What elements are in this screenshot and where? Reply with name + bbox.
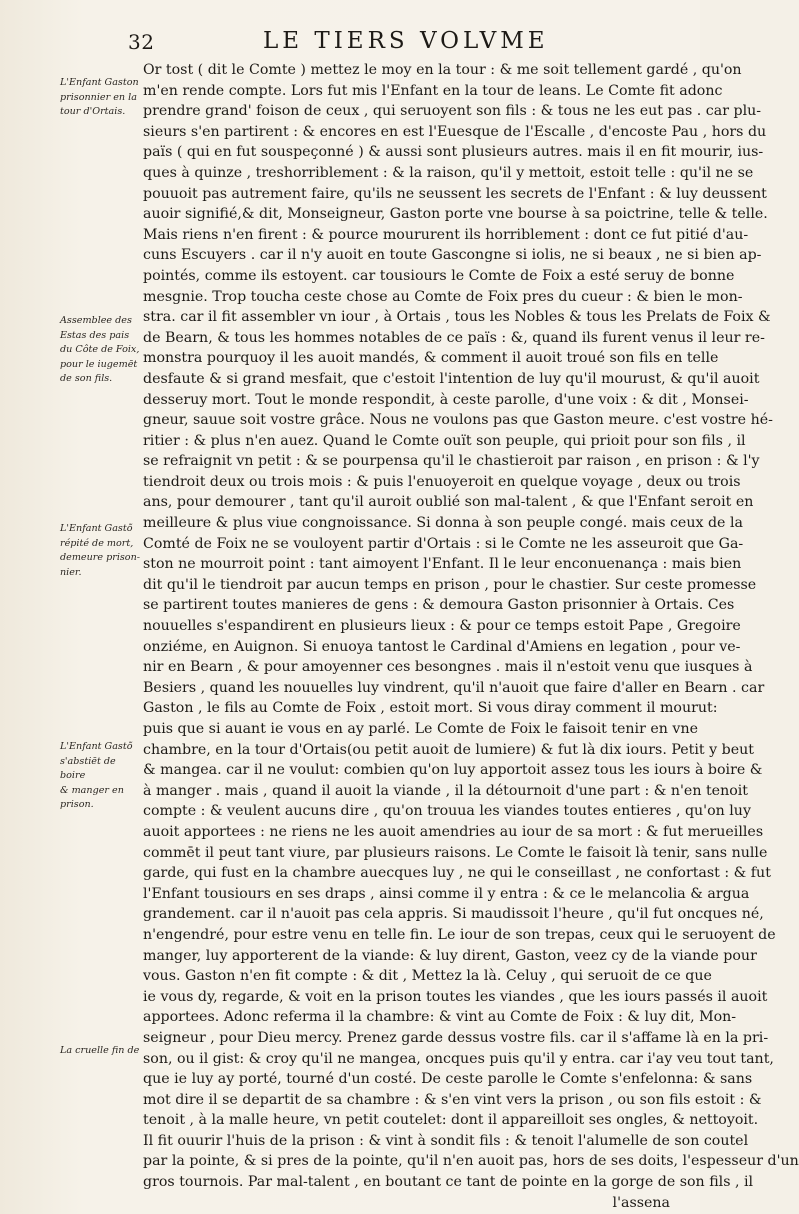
text-line: auoit apportees : ne riens ne les auoit amendries au iour de sa mort : & fut merueilles (143, 823, 764, 840)
text-line: stra. car il fit assembler vn iour , à Ortais , tous les Nobles & tous les Prelats de Foix & (143, 309, 771, 326)
text-line: Il fit ouurir l'huis de la prison : & vint à sondit fils : & tenoit l'alumelle de son coutel (143, 1132, 749, 1149)
text-line: apportees. Adonc referma il la chambre: & vint au Comte de Foix : & luy dit, Mon- (143, 1009, 737, 1026)
margin-note-line: s'abstiēt de boire (60, 755, 116, 781)
text-line: puis que si auant ie vous en ay parlé. Le Comte de Foix le faisoit tenir en vne (143, 721, 698, 737)
text-line: prendre grand' foison de ceux , qui seruoyent son fils : & tous ne les eut pas . car plu- (143, 103, 762, 120)
text-line: mot dire il se departit de sa chambre : & s'en vint vers la prison , ou son fils estoit : & (143, 1091, 762, 1108)
text-line: ans, pour demourer , tant qu'il auroit oublié son mal-talent , & que l'Enfant seroit en (143, 494, 754, 511)
text-line: chambre, en la tour d'Ortais(ou petit auoit de lumiere) & fut là dix iours. Petit y beut (143, 741, 754, 758)
text-line: & mangea. car il ne voulut: combien qu'on luy apportoit assez tous les iours à boire & (143, 762, 763, 779)
margin-note (60, 740, 142, 813)
page-number: 32 (128, 30, 155, 54)
margin-note-line: L'Enfant Gaston (60, 77, 139, 88)
margin-note-line: pour le iugemēt (60, 358, 138, 370)
text-line: dit qu'il le tiendroit par aucun temps en prison , pour le chastier. Sur ceste promesse (143, 576, 757, 593)
text-line: vous. Gaston n'en fit compte : & dit , Mettez la là. Celuy , qui seruoit de ce que (143, 968, 712, 985)
text-line: à manger . mais , quand il auoit la viande , il la détournoit d'une part : & n'en tenoit (143, 782, 748, 799)
text-line: ques à quinze , treshorriblement : & la raison, qu'il y mettoit, estoit telle : qu'il ne se (143, 164, 754, 181)
margin-note-line: demeure prison- (60, 552, 141, 563)
text-line: pouuoit pas autrement faire, qu'ils ne seussent les secrets de l'Enfant : & luy deussent (143, 185, 767, 202)
text-line: cuns Escuyers . car il n'y auoit en toute Gascongne si iolis, ne si beaux , ne si bien ap- (143, 247, 762, 264)
body-text (143, 60, 799, 1213)
text-line: seigneur , pour Dieu mercy. Prenez garde dessus vostre fils. car il s'affame là en la pri- (143, 1029, 769, 1046)
text-line: que ie luy ay porté, tourné d'un costé. De ceste parolle le Comte s'enfelonna: & sans (143, 1071, 753, 1088)
text-line: tenoit , à la malle heure, vn petit coutelet: dont il appareilloit ses ongles, & nettoyoit. (143, 1112, 759, 1129)
margin-note-line: Assemblee des (60, 315, 132, 326)
text-line: Gaston , le fils au Comte de Foix , estoit mort. Si vous diray comment il mourut: (143, 700, 718, 717)
text-line: onziéme, en Auignon. Si enuoya tantost le Cardinal d'Amiens en legation , pour ve- (143, 638, 741, 655)
text-line: se partirent toutes manieres de gens : & demoura Gaston prisonnier à Ortais. Ces (143, 597, 735, 614)
margin-note-line: nier. (60, 566, 82, 578)
text-line: commēt il peut tant viure, par plusieurs raisons. Le Comte le faisoit là tenir, sans nulle (143, 844, 768, 861)
text-line: nouuelles s'espandirent en plusieurs lieux : & pour ce temps estoit Pape , Gregoire (143, 618, 741, 635)
text-line: m'en rende compte. Lors fut mis l'Enfant en la tour de leans. Le Comte fit adonc (143, 82, 723, 99)
margin-note-line: répité de mort, (60, 537, 134, 549)
text-line: grandement. car il n'auoit pas cela appris. Si maudissoit l'heure , qu'il fut oncques né, (143, 906, 764, 923)
text-line: manger, luy apporterent de la viande: & luy dirent, Gaston, veez cy de la viande pour (143, 947, 757, 964)
text-line: païs ( qui en fut souspeçonné ) & aussi sont plusieurs autres. mais il en fit mourir, ius- (143, 144, 764, 161)
text-line: de Bearn, & tous les hommes notables de ce païs : &, quand ils furent venus il leur re- (143, 329, 765, 346)
text-line: par la pointe, & si pres de la pointe, qu'il n'en auoit pas, hors de ses doits, l'espesseur d'un (143, 1153, 799, 1170)
margin-note-line: & manger en (60, 784, 124, 796)
text-line: nir en Bearn , & pour amoyenner ces besongnes . mais il n'estoit venu que iusques à (143, 659, 753, 676)
text-line: l'assena (612, 1194, 670, 1211)
text-line: desfaute & si grand mesfait, que c'estoit l'intention de luy qu'il mourust, & qu'il auoit (143, 370, 760, 387)
text-line: n'engendré, pour estre venu en telle fin. Le iour de son trepas, ceux qui le seruoyent de (143, 926, 776, 943)
text-line: compte : & veulent aucuns dire , qu'on trouua les viandes toutes entieres , qu'on luy (143, 803, 751, 820)
text-line: garde, qui fust en la chambre auecques luy , ne qui le conseillast , ne confortast : & fut (143, 865, 771, 882)
running-head: LE TIERS VOLVME (263, 28, 549, 54)
text-line: Comté de Foix ne se vouloyent partir d'Ortais : si le Comte ne les asseuroit que Ga- (143, 535, 744, 552)
text-line: mesgnie. Trop toucha ceste chose au Comte de Foix pres du cueur : & bien le mon- (143, 288, 743, 305)
text-line: son, ou il gist: & croy qu'il ne mangea, oncques puis qu'il y entra. car i'ay veu tout tant, (143, 1050, 774, 1067)
text-line: meilleure & plus viue congnoissance. Si donna à son peuple congé. mais ceux de la (143, 515, 743, 532)
margin-note (60, 314, 142, 387)
margin-note (60, 522, 142, 580)
text-line: Mais riens n'en firent : & pource moururent ils horriblement : dont ce fut pitié d'au- (143, 226, 749, 243)
text-line: ie vous dy, regarde, & voit en la prison toutes les viandes , que les iours passés il auoit (143, 988, 768, 1005)
text-line: gros tournois. Par mal-talent , en boutant ce tant de pointe en la gorge de son fils , il (143, 1174, 754, 1191)
text-line: l'Enfant tousiours en ses draps , ainsi comme il y entra : & ce le melancolia & argua (143, 885, 750, 902)
margin-note-line: tour d'Ortais. (60, 106, 126, 117)
text-line: ritier : & plus n'en auez. Quand le Comte ouït son peuple, qui prioit pour son fils , il (143, 432, 746, 449)
margin-note-line: L'Enfant Gastõ (60, 523, 133, 534)
text-line: sieurs s'en partirent : & encores en est l'Euesque de l'Escalle , d'encoste Pau , hors du (143, 123, 767, 140)
margin-note-line: Estas des pais (60, 329, 130, 341)
page-header (128, 28, 668, 56)
text-line: Besiers , quand les nouuelles luy vindrent, qu'il n'auoit que faire d'aller en Bearn . car (143, 679, 765, 696)
margin-note-line: de son fils. (60, 373, 113, 384)
margin-note-line: prisonnier en la (60, 91, 137, 103)
margin-note (60, 76, 142, 120)
margin-note-line: prison. (60, 799, 94, 810)
margin-note (60, 1044, 142, 1059)
text-line: monstra pourquoy il les auoit mandés, & comment il auoit troué son fils en telle (143, 350, 719, 367)
text-line: gneur, sauue soit vostre grâce. Nous ne voulons pas que Gaston meure. c'est vostre hé- (143, 412, 773, 429)
text-line: tiendroit deux ou trois mois : & puis l'enuoyeroit en quelque voyage , deux ou trois (143, 473, 741, 490)
text-line: se refraignit vn petit : & se pourpensa qu'il le chastieroit par raison , en prison : & l'y (143, 453, 760, 470)
margin-note-line: L'Enfant Gastõ (60, 741, 133, 752)
text-line: desseruy mort. Tout le monde respondit, à ceste parolle, d'une voix : & dit , Monsei- (143, 391, 749, 408)
text-line: pointés, comme ils estoyent. car tousiours le Comte de Foix a esté seruy de bonne (143, 267, 735, 284)
margin-note-line: La cruelle fin de (60, 1045, 140, 1056)
text-line: auoir signifié,& dit, Monseigneur, Gaston porte vne bourse à sa poictrine, telle & telle. (143, 206, 768, 223)
margin-note-line: du Côte de Foix, (60, 344, 140, 355)
text-line: Or tost ( dit le Comte ) mettez le moy en la tour : & me soit tellement gardé , qu'on (143, 62, 742, 78)
text-line: ston ne mourroit point : tant aimoyent l'Enfant. Il le leur enconuenança : mais bien (143, 556, 742, 573)
